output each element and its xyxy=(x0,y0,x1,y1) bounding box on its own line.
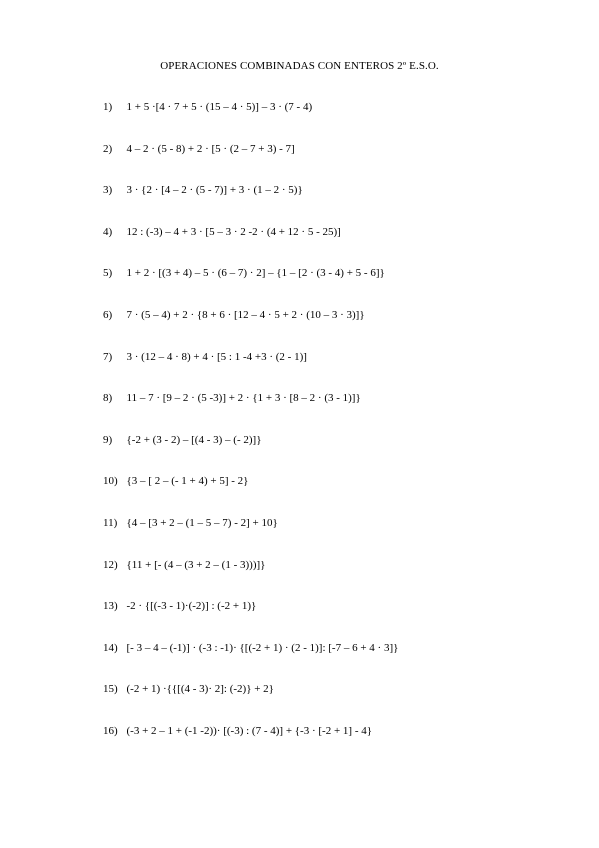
exercise-number: 15) xyxy=(103,683,118,696)
exercise-number: 11) xyxy=(103,516,118,529)
exercise-item xyxy=(103,266,573,308)
exercise-item xyxy=(103,433,573,475)
exercise-expression: 1 + 2 · [(3 + 4) – 5 · (6 – 7) · 2] – {1 – [2 · (3 - 4) + 5 - 6]} xyxy=(126,267,385,280)
exercise-expression: {3 – [ 2 – (- 1 + 4) + 5] - 2} xyxy=(126,475,249,488)
exercise-expression: (-3 + 2 – 1 + (-1 -2))· [(-3) : (7 - 4)] + {-3 · [-2 + 1] - 4} xyxy=(126,724,373,737)
exercise-number: 1) xyxy=(103,101,113,113)
exercise-number: 12) xyxy=(103,558,118,571)
exercise-item xyxy=(103,474,573,516)
exercise-expression: 3 · (12 – 4 · 8) + 4 · [5 : 1 -4 +3 · (2 - 1)] xyxy=(126,350,307,363)
exercise-expression: 12 : (-3) – 4 + 3 · [5 – 3 · 2 -2 · (4 + 12 · 5 - 25)] xyxy=(126,225,341,238)
exercise-item xyxy=(103,516,573,558)
worksheet-title: OPERACIONES COMBINADAS CON ENTEROS 2º E.S.O. xyxy=(160,60,439,72)
exercise-number: 13) xyxy=(103,600,118,613)
exercise-list xyxy=(103,100,573,766)
exercise-number: 16) xyxy=(103,724,118,737)
exercise-item xyxy=(103,724,573,766)
exercise-number: 8) xyxy=(103,392,113,405)
exercise-expression: 3 · {2 · [4 – 2 · (5 - 7)] + 3 · (1 – 2 · 5)} xyxy=(126,184,303,197)
exercise-item xyxy=(103,682,573,724)
exercise-item xyxy=(103,558,573,600)
exercise-expression: {11 + [- (4 – (3 + 2 – (1 - 3)))]} xyxy=(126,558,266,571)
exercise-item xyxy=(103,391,573,433)
exercise-item xyxy=(103,599,573,641)
exercise-item xyxy=(103,641,573,683)
exercise-number: 4) xyxy=(103,225,113,238)
exercise-item xyxy=(103,142,573,184)
exercise-expression: {-2 + (3 - 2) – [(4 - 3) – (- 2)]} xyxy=(126,433,262,446)
exercise-number: 3) xyxy=(103,184,113,197)
exercise-number: 2) xyxy=(103,142,113,155)
exercise-number: 5) xyxy=(103,267,113,280)
exercise-item xyxy=(103,100,573,142)
exercise-expression: [- 3 – 4 – (-1)] · (-3 : -1)· {[(-2 + 1) · (2 - 1)]: [-7 – 6 + 4 · 3]} xyxy=(126,641,399,654)
exercise-item xyxy=(103,308,573,350)
exercise-item xyxy=(103,183,573,225)
exercise-expression: (-2 + 1) ·{{[(4 - 3)· 2]: (-2)} + 2} xyxy=(126,683,274,696)
exercise-item xyxy=(103,225,573,267)
exercise-number: 14) xyxy=(103,641,118,654)
exercise-expression: {4 – [3 + 2 – (1 – 5 – 7) - 2] + 10} xyxy=(126,516,278,529)
exercise-expression: 7 · (5 – 4) + 2 · {8 + 6 · [12 – 4 · 5 + 2 · (10 – 3 · 3)]} xyxy=(126,308,365,321)
exercise-expression: -2 · {[(-3 - 1)·(-2)] : (-2 + 1)} xyxy=(126,600,257,613)
exercise-expression: 1 + 5 ·[4 · 7 + 5 · (15 – 4 · 5)] – 3 · (7 - 4) xyxy=(126,101,313,113)
exercise-number: 7) xyxy=(103,350,113,363)
exercise-number: 6) xyxy=(103,308,113,321)
exercise-number: 9) xyxy=(103,433,113,446)
exercise-number: 10) xyxy=(103,475,118,488)
exercise-item xyxy=(103,350,573,392)
exercise-expression: 11 – 7 · [9 – 2 · (5 -3)] + 2 · {1 + 3 · [8 – 2 · (3 - 1)]} xyxy=(126,392,361,405)
exercise-expression: 4 – 2 · (5 - 8) + 2 · [5 · (2 – 7 + 3) - 7] xyxy=(126,142,295,155)
